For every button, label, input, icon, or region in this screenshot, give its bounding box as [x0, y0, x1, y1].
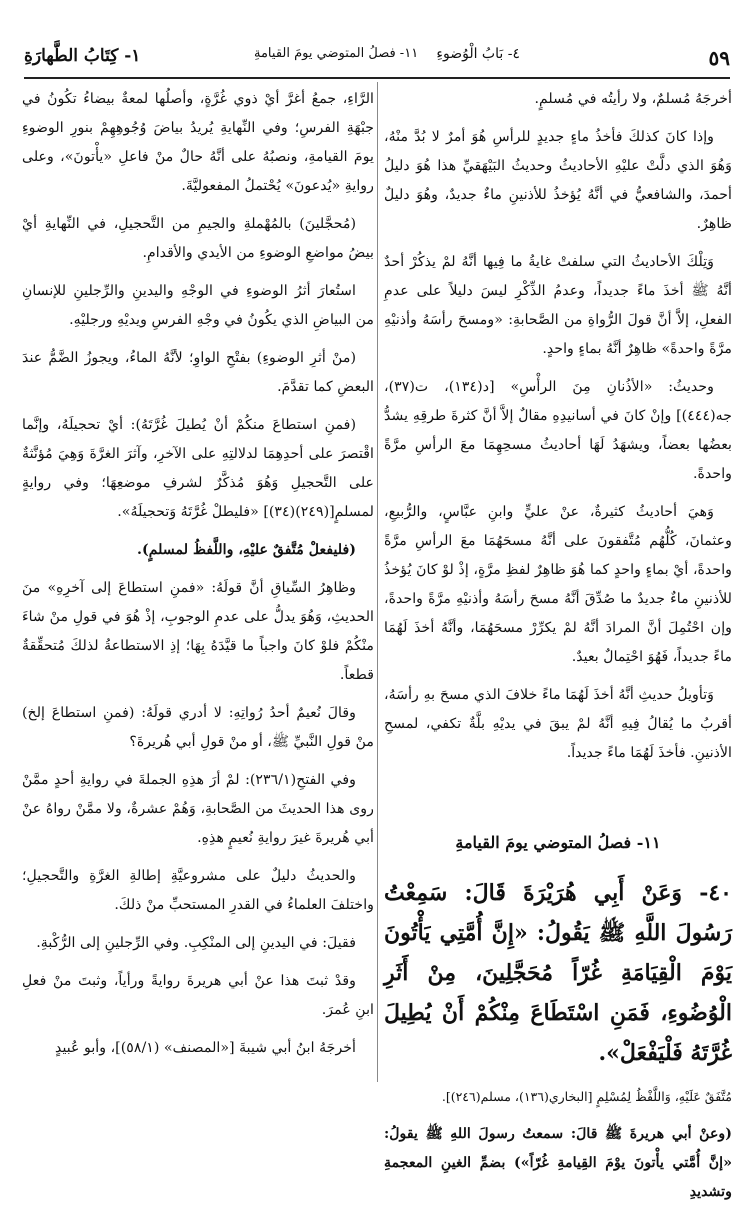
paragraph: (فليفعلْ مُتَّفقٌ عليْهِ، واللَّفظُ لمسلمٍ).: [137, 542, 356, 558]
page-header: [24, 42, 730, 72]
paragraph: أخرجَهُ مُسلمٌ، ولا رأيتُه في مُسلمٍ.: [534, 91, 732, 107]
section-heading: ١١- فصلُ المتوضي يومَ القيامةِ: [254, 46, 419, 61]
paragraph: فقيلَ: في اليدينِ إلى المنْكِبِ. وفي الرِّجلينِ إلى الرُّكْبةِ.: [36, 935, 356, 951]
paragraph: وفي الفتحِ(٢٣٦/١): لمْ أرَ هذِهِ الجملةَ في روايةِ أحدٍ ممَّنْ روى هذا الحديثَ من الصَّحابةِ، وَهُمْ عشرةٌ، ولا ممَّنْ رواهُ عنْ أبي هُريرةَ غيرَ روايةِ نُعيمٍ هذِهِ.: [22, 772, 374, 846]
paragraph: وإذا كانَ كذلكَ فأخذُ ماءٍ جديدٍ للرأسِ هُوَ أمرٌ لا بُدَّ منْهُ، وَهُوَ الذي دلَّتْ عليْهِ الأحاديثُ وحديثُ البَيْهَقيِّ هذا هُوَ دليلُ أحمدَ، والشافعيُّ في أنَّهُ يُؤخذُ للأذنينِ ماءٌ جديدٌ، وهُوَ دليلٌ ظاهِرٌ.: [384, 129, 732, 232]
page-number: ٥٩: [708, 46, 730, 70]
paragraph: وقدْ ثبتَ هذا عنْ أبي هريرةَ روايةً ورأياً، وثبتَ منْ فعلِ ابنِ عُمرَ.: [22, 973, 374, 1018]
right-column: [384, 85, 732, 1216]
paragraph: أخرجَهُ ابنُ أبي شيبةَ [«المصنف» (٥٨/١)]، وأبو عُبيدٍ: [55, 1040, 356, 1056]
header-rule: [24, 77, 730, 79]
paragraph: استُعارَ أثرُ الوضوءِ في الوجْهِ واليدينِ والرِّجلينِ للإنسانِ من البياضِ الذي يكُونُ في وجْهِ الفرسِ ويديْهِ ورجليْهِ.: [22, 283, 374, 328]
paragraph: وَتأويلُ حديثِ أنَّهُ أخذَ لَهُمَا ماءً خلافَ الذي مسحَ بهِ رأسَهُ، أقربُ ما يُقالُ فِيهِ أنَّهُ لمْ يبقَ في يديْهِ بلَّةٌ تكفي، لمسحِ الأذنينِ. فأخذَ لَهُمَا ماءً جديداً.: [384, 687, 732, 761]
book-heading: ١- كِتَابُ الطَّهارَةِ: [24, 46, 141, 66]
paragraph: وحديثُ: «الأذُنانِ مِنَ الرأْسِ» [د(١٣٤)، ت(٣٧)، جه(٤٤٤)] وإنْ كانَ في أسانيدِهِ مقالٌ إلاَّ أنَّ كثرةَ طرقِهِ يشدُّ بعضُها بعضاً، ويشهَدُ لَهَا أحاديثُ مسحِهِمَا معَ الرأسِ مرَّةً واحدةً.: [384, 379, 732, 482]
paragraph: والحديثُ دليلٌ على مشروعيَّةِ إطالةِ الغرَّةِ والتَّحجيلِ؛ واختلفَ العلماءُ في القدرِ المستحبِّ منْ ذلكَ.: [22, 868, 374, 913]
left-column: [22, 85, 374, 1072]
hadith-reference: مُتَّفَقٌ عَلَيْهِ، وَاللَّفْظُ لِمُسْلِمٍ [البخاري(١٣٦)، مسلم(٢٤٦)].: [441, 1089, 732, 1104]
paragraph: (فمنِ استطاعَ منكُمْ أنْ يُطيلَ غُرَّتَهُ): أيْ تحجيلَهُ، وإنَّما اقْتصرَ على أحدِهِمَا لدلالتِهِ على الآخرِ، وآثرَ الغرَّةَ وَهِيَ مُؤنَّثةٌ على التَّحجيلِ وَهُوَ مُذكَّرٌ لشرفِ موضعِهَا؛ وفي روايةٍ لمسلمٍ[(٢٤٩)(٣٤)] «فليطلْ غُرَّتَهُ وَتحجيلَهُ».: [22, 417, 374, 520]
paragraph: (مُحجَّلينَ) بالمُهْملةِ والجيمِ من التَّحجيلِ، في النِّهايةِ أيْ بيضُ مواضعِ الوضوءِ من الأيدي والأقدامِ.: [22, 216, 374, 261]
paragraph: وَهيَ أحاديثُ كثيرةٌ، عنْ عليٍّ وابنِ عبَّاسٍ، والرُّبيعِ، وعثمانَ، كُلُّهُم مُتَّفقونَ على أنَّهُ مسحَهُمَا معَ الرأسِ مرَّةً واحدةً، أيْ بماءٍ واحدٍ كما هُوَ ظاهِرٌ لفظِ مرَّةٍ، إذْ لوْ كانَ يُؤخذُ للأذنينِ ماءٌ جديدٌ ما صُدِّقَ أنَّهُ مسحَ رأسَهُ وأذنيْهِ مرَّةً واحدةً، وإن احْتُمِلَ أنَّ المرادَ أنَّهُ لمْ يكرِّرْ مسحَهُمَا، وأنَّهُ أخذَ لَهُمَا ماءً جديداً، فَهُوَ احْتِمالٌ بعيدٌ.: [384, 504, 732, 665]
paragraph: الرَّاءِ، جمعُ أغرَّ أيْ ذوي غُرَّةٍ، وأصلُها لمعةٌ بيضاءُ تكُونُ في جبْهَةِ الفرسِ؛ وفي النِّهايةِ يُريدُ بياضَ وُجُوهِهِمْ بنورِ الوضوءِ يومَ القيامةِ، ونصبُهُ على أنَّهُ حالٌ منْ فاعلِ «يأْتونَ»، وعلى روايةِ «يُدعونَ» يُحْتملُ المفعوليَّةَ.: [22, 91, 374, 194]
commentary-start: (وعنْ أبي هريرةَ ﷺ قالَ: سمعتُ رسولَ اللهِ ﷺ يقولُ: «إنَّ أُمَّتي يأْتونَ يوْمَ القِيامةِ غُرّاً») بضمِّ الغينِ المعجمةِ وتشديدِ: [384, 1126, 732, 1200]
hadith-text: ٤٠- وَعَنْ أَبِي هُرَيْرَةَ قَالَ: سَمِعْتُ رَسُولَ اللَّهِ ﷺ يَقُولُ: «إِنَّ أُمَّتِي يَأْتُونَ يَوْمَ الْقِيَامَةِ غُرّاً مُحَجَّلِينَ، مِنْ أَثَرِ الْوُضُوءِ، فَمَنِ اسْتَطَاعَ مِنْكُمْ أَنْ يُطِيلَ غُرَّتَهُ فَلْيَفْعَلْ».: [384, 880, 732, 1066]
paragraph: وَتِلْكَ الأحاديثُ التي سلفتْ غايةُ ما فِيها أنَّهُ لمْ يذكُرْ أحدٌ أنَّهُ ﷺ أخذَ ماءً جديداً، وعدمُ الذِّكْرِ ليسَ دليلاً على عدمِ الفعلِ، إلاَّ أنَّ قولَ الرُّواةِ من الصَّحابةِ: «ومسحَ رأسَهُ وأذنيْهِ مرَّةً واحدةً» ظاهِرٌ أنَّهُ بماءٍ واحدٍ.: [384, 254, 732, 357]
column-divider: [377, 82, 378, 1082]
chapter-heading: ٤- بَابُ الْوُضوءِ: [436, 46, 520, 62]
paragraph: وظاهِرُ السِّياقِ أنَّ قولَهُ: «فمنِ استطاعَ إلى آخرِهِ» منَ الحديثِ، وَهُوَ يدلُّ على عدمِ الوجوبِ، إذْ هُوَ في قولِ منْ شاءَ منْكُمْ فلوْ كانَ واجباً ما قيَّدَهُ بِهَا؛ إذِ الاستطاعةُ لذلكَ مُتحقِّقةٌ قطعاً.: [22, 580, 374, 683]
section-title: ١١- فصلُ المتوضي يومَ القيامةِ: [455, 833, 661, 852]
paragraph: وقالَ نُعيمٌ أحدُ رُواتِهِ: لا أدري قولَهُ: (فمنِ استطاعَ إلخ) منْ قولِ النَّبيِّ ﷺ، أو منْ قولِ أبي هُريرةَ؟: [22, 705, 374, 750]
paragraph: (منْ أثرِ الوضوءِ) بفتْحِ الواوِ؛ لأنَّهُ الماءُ، ويجوزُ الضَّمُّ عندَ البعضِ كما تقدَّمَ.: [22, 350, 374, 395]
